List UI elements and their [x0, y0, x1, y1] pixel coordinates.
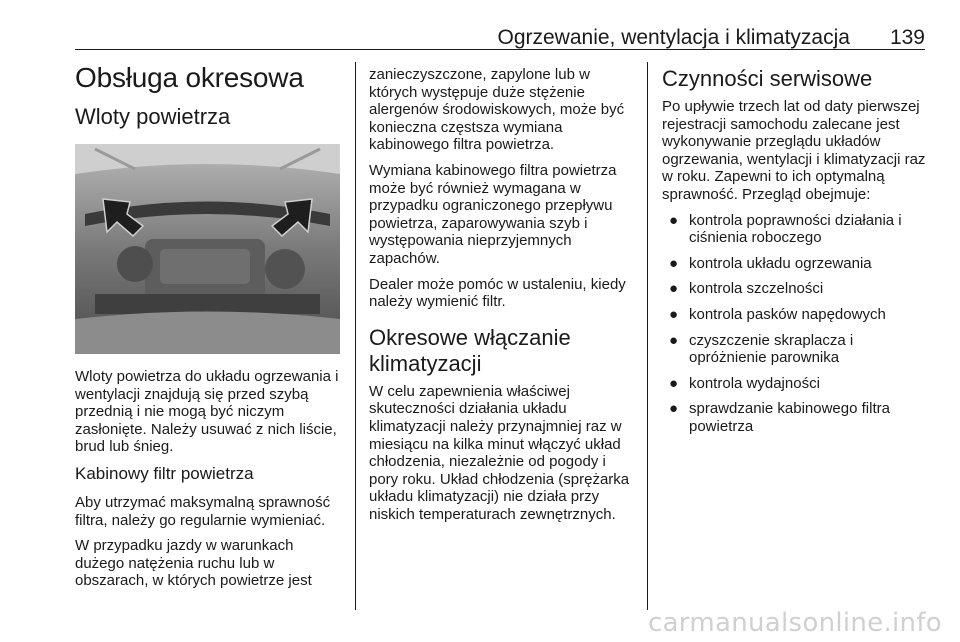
page-number: 139 [889, 26, 925, 49]
header-rule [75, 49, 925, 50]
periodic-ac-heading: Okresowe włączanie klimatyzacji [369, 324, 571, 376]
bullet-icon: ● [669, 280, 679, 298]
service-list-item [662, 280, 927, 298]
service-list-item [662, 306, 927, 324]
dealer-paragraph: Dealer może pomóc w ustaleniu, kiedy należy wymienić filtr. [369, 275, 626, 311]
column-divider-2 [647, 62, 648, 610]
column-3 [662, 66, 927, 444]
cabin-filter-paragraph-1: Aby utrzymać maksymalną sprawność filtra, należy go regularnie wymieniać. [75, 493, 331, 529]
page-header [75, 26, 925, 56]
service-list-item [662, 375, 927, 393]
service-intro: Po upływie trzech lat od daty pierwszej rejestracji samochodu zalecane jest wykonywanie przeglądu układów ogrzewania, wentylacji i klimatyzacji raz w roku. Zapewni to ich optymalną sprawność. Przegląd obejmuje: [662, 98, 926, 203]
bullet-icon: ● [669, 254, 679, 272]
service-list-item [662, 212, 927, 247]
service-list-item [662, 400, 927, 435]
service-list-item-text: sprawdzanie kabinowego filtra powietrza [689, 400, 890, 435]
filter-continued-paragraph: zanieczyszczone, zapylone lub w których występuje duże stężenie alergenów środowiskowych, może być konieczna częstsza wymiana kabinowego filtra powietrza. [369, 66, 625, 154]
service-list [662, 212, 927, 436]
section-title: Obsługa okresowa [75, 62, 304, 93]
filter-replacement-paragraph: Wymiana kabinowego filtra powietrza może być również wymagana w przypadku ograniczonego przepływu powietrza, zaparowywania szyb i występowania nieprzyjemnych zapachów. [369, 161, 617, 267]
bullet-icon: ● [669, 400, 679, 418]
column-2 [369, 66, 636, 531]
service-list-item-text: kontrola szczelności [689, 280, 824, 298]
watermark: carmanualsonline.info [647, 608, 942, 638]
bullet-icon: ● [669, 211, 679, 229]
service-list-item-text: kontrola pasków napędowych [689, 305, 886, 323]
service-list-item-text: kontrola wydajności [689, 374, 820, 392]
bullet-icon: ● [669, 374, 679, 392]
chapter-title: Ogrzewanie, wentylacja i klimatyzacja [497, 26, 850, 49]
service-list-item-text: czyszczenie skraplacza i opróżnienie parownika [689, 331, 854, 367]
air-inlets-heading: Wloty powietrza [75, 104, 231, 129]
engine-bay-photo [75, 144, 340, 354]
cabin-filter-heading: Kabinowy filtr powietrza [75, 463, 254, 483]
cabin-filter-paragraph-2: W przypadku jazdy w warunkach dużego natężenia ruchu lub w obszarach, w których powietrze jest [75, 537, 312, 590]
service-list-item-text: kontrola układu ogrzewania [689, 254, 872, 272]
bullet-icon: ● [669, 331, 679, 349]
column-1 [75, 62, 345, 598]
bullet-icon: ● [669, 305, 679, 323]
photo-caption: Wloty powietrza do układu ogrzewania i wentylacji znajdują się przed szybą przednią i nie mogą być niczym zasłonięte. Należy usuwać z nich liście, brud lub śnieg. [75, 368, 339, 456]
periodic-ac-paragraph: W celu zapewnienia właściwej skuteczności działania układu klimatyzacji należy przynajmniej raz w miesiącu na kilka minut włączyć układ chłodzenia, niezależnie od pogody i pory roku. Układ chłodzenia (sprężarka układu klimatyzacji) nie działa przy niskich temperaturach zewnętrznych. [369, 382, 630, 523]
service-list-item-text: kontrola poprawności działania i ciśnienia roboczego [689, 211, 902, 247]
service-heading: Czynności serwisowe [662, 66, 873, 91]
service-list-item [662, 255, 927, 273]
column-divider-1 [355, 62, 356, 610]
service-list-item [662, 332, 927, 367]
